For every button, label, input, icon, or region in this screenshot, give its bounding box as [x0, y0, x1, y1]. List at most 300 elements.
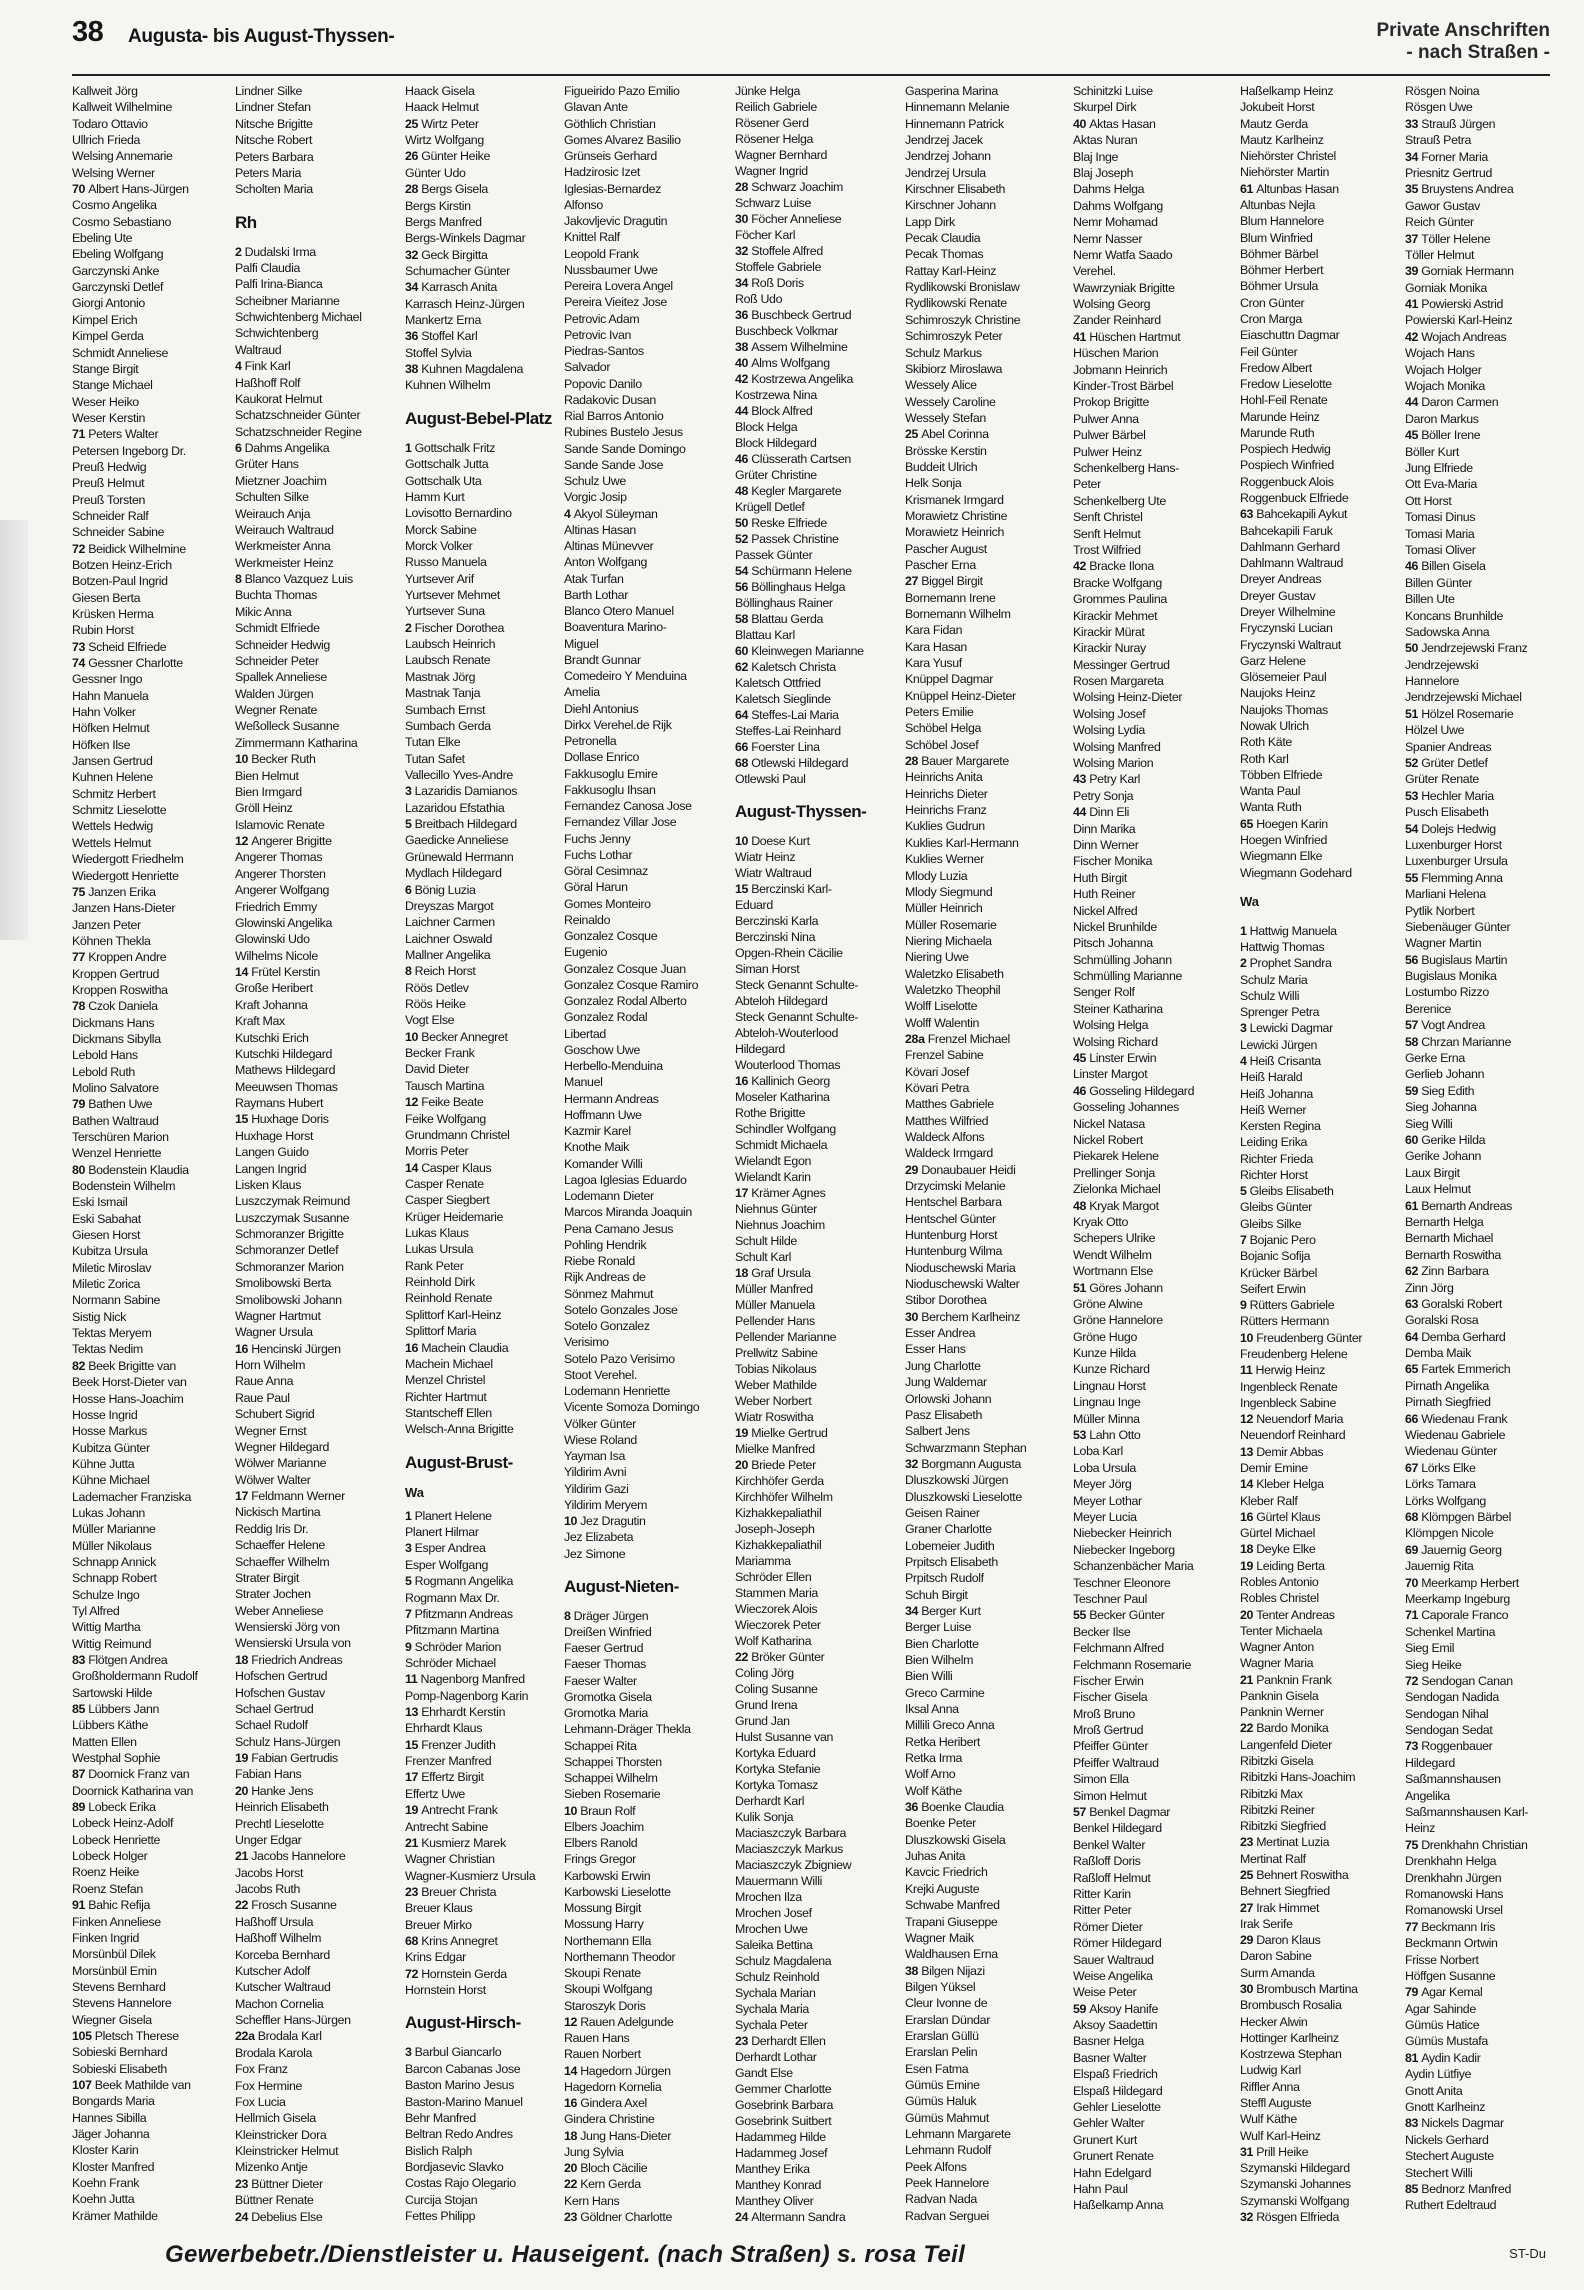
- resident-entry: Tektas Nedim: [72, 1342, 143, 1357]
- resident-entry: Nemr Watfa Saado: [1073, 247, 1173, 262]
- resident-entry: Lehmann-Dräger Thekla: [564, 1722, 691, 1737]
- resident-entry: Marcos Miranda Joaquin: [564, 1205, 692, 1220]
- resident-entry: Wagner Ingrid: [735, 164, 808, 178]
- resident-entry: Schimroszyk Peter: [905, 329, 1003, 344]
- resident-entry: Werkmeister Anna: [235, 539, 331, 554]
- resident-entry: Kutschki Hildegard: [235, 1046, 333, 1061]
- resident-entry: Jez Simone: [564, 1546, 626, 1561]
- resident-entry: 25 Wirtz Peter: [405, 116, 479, 131]
- resident-entry: 30 Berchem Karlheinz: [905, 1309, 1020, 1324]
- resident-entry: 64 Steffes-Lai Maria: [735, 708, 839, 722]
- resident-entry: Normann Sabine: [72, 1293, 161, 1308]
- resident-entry: Reinaldo: [564, 912, 611, 927]
- resident-entry: Elbers Ranold: [564, 1836, 638, 1851]
- resident-entry: Jäger Johanna: [72, 2126, 150, 2141]
- resident-entry: Krämer Mathilde: [72, 2208, 158, 2223]
- resident-entry: 85 Bednorz Manfred: [1405, 2182, 1511, 2196]
- resident-entry: Grund Irena: [735, 1697, 798, 1712]
- resident-entry: Wiatr Roswitha: [735, 1409, 814, 1424]
- footer-code: ST-Du: [1509, 2246, 1546, 2261]
- resident-entry: Pytlik Norbert: [1405, 903, 1475, 918]
- resident-entry: Mastnak Tanja: [405, 686, 481, 701]
- resident-entry: Luszczymak Susanne: [235, 1210, 350, 1225]
- resident-entry: Brösske Kerstin: [905, 443, 987, 458]
- resident-entry: Ritter Karin: [1073, 1886, 1131, 1901]
- resident-entry: Kersten Regina: [1240, 1119, 1321, 1134]
- resident-entry: Erarslan Dündar: [905, 2012, 990, 2027]
- resident-entry: Huth Birgit: [1073, 870, 1127, 885]
- resident-entry: Mautz Karlheinz: [1240, 132, 1324, 147]
- resident-entry: Berczinski Nina: [735, 929, 816, 944]
- resident-entry: Sauer Waltraud: [1073, 1952, 1154, 1967]
- resident-entry: Spanier Andreas: [1405, 739, 1492, 754]
- resident-entry: Lehmann Rudolf: [905, 2143, 992, 2158]
- resident-entry: Hoffmann Uwe: [564, 1107, 642, 1122]
- resident-entry: 56 Böllinghaus Helga: [735, 580, 846, 594]
- resident-entry: Schulz Maria: [1240, 972, 1308, 987]
- resident-entry: Kirchhöfer Wilhelm: [735, 1489, 833, 1504]
- resident-entry: 20 Briede Peter: [735, 1457, 816, 1472]
- resident-entry: Hagedorn Kornelia: [564, 2079, 662, 2094]
- resident-entry: Prokop Brigitte: [1073, 395, 1150, 410]
- resident-entry: Panknin Gisela: [1240, 1688, 1319, 1703]
- resident-entry: Retka Irma: [905, 1751, 963, 1766]
- resident-entry: Nickel Natasa: [1073, 1116, 1145, 1131]
- resident-entry: Siman Horst: [735, 961, 800, 976]
- street-heading: August-Thyssen-: [735, 801, 867, 821]
- resident-entry: 32 Borgmann Augusta: [905, 1456, 1021, 1471]
- resident-entry: Aktas Nuran: [1073, 133, 1138, 148]
- resident-entry: Mlody Luzia: [905, 868, 968, 883]
- resident-entry: Irak Serife: [1240, 1916, 1293, 1931]
- resident-entry: Lindner Silke: [235, 84, 303, 98]
- resident-entry: Antrecht Sabine: [405, 1819, 488, 1834]
- resident-entry: Lewicki Jürgen: [1240, 1037, 1318, 1052]
- resident-entry: Schubert Sigrid: [235, 1407, 315, 1422]
- resident-entry: Lehmann Margarete: [905, 2126, 1011, 2141]
- resident-entry: Rösgen Uwe: [1405, 100, 1473, 115]
- resident-entry: Powierski Karl-Heinz: [1405, 313, 1513, 328]
- resident-entry: Karrasch Heinz-Jürgen: [405, 296, 525, 311]
- resident-entry: Hentschel Günter: [905, 1211, 996, 1226]
- resident-entry: Jacobs Horst: [235, 1865, 304, 1880]
- resident-entry: Feil Günter: [1240, 344, 1298, 359]
- resident-entry: Göral Harun: [564, 880, 628, 895]
- resident-entry: Skoupi Renate: [564, 1966, 641, 1981]
- resident-entry: 10 Doese Kurt: [735, 833, 810, 848]
- resident-entry: Leopold Frank: [564, 246, 639, 261]
- resident-entry: Hadammeg Josef: [735, 2145, 828, 2160]
- resident-entry: Kövari Petra: [905, 1080, 969, 1095]
- resident-entry: Waltraud: [235, 342, 282, 357]
- resident-entry: Schulz Markus: [905, 345, 982, 360]
- resident-entry: Weser Kerstin: [72, 410, 146, 425]
- resident-entry: Marunde Ruth: [1240, 425, 1315, 440]
- resident-entry: Bordjasevic Slavko: [405, 2159, 504, 2174]
- resident-entry: Müller Marianne: [72, 1522, 156, 1537]
- resident-entry: Kinder-Trost Bärbel: [1073, 379, 1174, 394]
- resident-entry: Dluszkowski Lieselotte: [905, 1489, 1022, 1504]
- resident-entry: Lobeck Henriette: [72, 1832, 161, 1847]
- resident-entry: Piedras-Santos: [564, 344, 644, 358]
- resident-entry: Wiedenau Günter: [1405, 1444, 1497, 1459]
- resident-entry: Richter Hartmut: [405, 1389, 487, 1404]
- resident-entry: Lovisotto Bernardino: [405, 506, 512, 521]
- resident-entry: Kizhakkepaliathil: [735, 1505, 822, 1520]
- resident-entry: 83 Nickels Dagmar: [1405, 2116, 1504, 2131]
- resident-entry: Bien Irmgard: [235, 784, 302, 799]
- resident-entry: Raymans Hubert: [235, 1096, 324, 1111]
- resident-entry: Mikic Anna: [235, 604, 292, 619]
- resident-entry: Ruthert Edeltraud: [1405, 2198, 1497, 2213]
- resident-entry: Pereira Lovera Angel: [564, 279, 673, 293]
- resident-entry: Hattwig Thomas: [1240, 939, 1325, 954]
- resident-entry: Rial Barros Antonio: [564, 409, 664, 423]
- resident-entry: Popovic Danilo: [564, 376, 642, 391]
- resident-entry: Schröder Michael: [405, 1655, 496, 1670]
- resident-entry: Faeser Thomas: [564, 1657, 646, 1672]
- resident-entry: 15 Huxhage Doris: [235, 1112, 329, 1127]
- resident-entry: Sadowska Anna: [1405, 624, 1490, 639]
- resident-entry: Fakkusoglu Ihsan: [564, 782, 656, 797]
- resident-entry: Schenkelberg Hans-: [1073, 460, 1179, 475]
- resident-entry: Hannes Sibilla: [72, 2110, 147, 2125]
- resident-entry: Krismanek Irmgard: [905, 492, 1004, 507]
- resident-entry: Skoupi Wolfgang: [564, 1982, 653, 1997]
- resident-entry: Wessely Stefan: [905, 410, 986, 425]
- resident-entry: Koehn Jutta: [72, 2192, 135, 2207]
- resident-entry: Heiß Werner: [1240, 1102, 1307, 1117]
- resident-entry: 23 Göldner Charlotte: [564, 2209, 673, 2224]
- resident-entry: Knittel Ralf: [564, 230, 620, 245]
- resident-entry: Morck Volker: [405, 538, 473, 553]
- resident-entry: Kuklies Werner: [905, 852, 984, 867]
- resident-entry: Kaletsch Sieglinde: [735, 692, 831, 706]
- resident-entry: Yurtsever Suna: [405, 604, 485, 619]
- resident-entry: Waldeck Irmgard: [905, 1146, 993, 1161]
- resident-entry: Wiedenau Gabriele: [1405, 1428, 1506, 1443]
- resident-entry: Bernarth Roswitha: [1405, 1247, 1501, 1262]
- resident-entry: Laux Helmut: [1405, 1182, 1471, 1197]
- resident-entry: Bislich Ralph: [405, 2143, 473, 2158]
- resident-entry: Fredow Lieselotte: [1240, 377, 1332, 392]
- resident-entry: Schwichtenberg: [235, 326, 319, 341]
- resident-entry: Fettes Philipp: [405, 2209, 476, 2224]
- resident-entry: Gromotka Maria: [564, 1706, 648, 1721]
- resident-entry: Eiaschuttn Dagmar: [1240, 328, 1340, 343]
- resident-entry: 19 Fabian Gertrudis: [235, 1751, 338, 1766]
- resident-entry: Nickels Gerhard: [1405, 2132, 1489, 2147]
- resident-entry: Esper Wolfgang: [405, 1557, 489, 1572]
- resident-entry: Buschbeck Volkmar: [735, 324, 838, 338]
- resident-entry: 9 Rütters Gabriele: [1240, 1298, 1335, 1313]
- resident-entry: 32 Geck Birgitta: [405, 247, 488, 262]
- resident-entry: Ludwig Karl: [1240, 2063, 1301, 2078]
- resident-entry: 57 Benkel Dagmar: [1073, 1805, 1171, 1820]
- resident-entry: Sieben Rosemarie: [564, 1787, 661, 1802]
- resident-entry: 38 Bilgen Nijazi: [905, 1963, 985, 1978]
- resident-entry: Hentschel Barbara: [905, 1195, 1002, 1210]
- resident-entry: Laichner Oswald: [405, 931, 493, 946]
- resident-entry: Haßelkamp Heinz: [1240, 84, 1334, 98]
- resident-entry: Kühne Michael: [72, 1473, 150, 1488]
- resident-entry: Horn Wilhelm: [235, 1358, 306, 1373]
- resident-entry: Pulwer Anna: [1073, 411, 1139, 426]
- resident-entry: Petronella: [564, 734, 617, 748]
- resident-entry: 3 Lewicki Dagmar: [1240, 1021, 1333, 1036]
- resident-entry: Moseler Katharina: [735, 1089, 830, 1104]
- resident-entry: Koncans Brunhilde: [1405, 608, 1504, 623]
- resident-entry: Kizhakkepaliathil: [735, 1537, 822, 1552]
- resident-entry: Riffler Anna: [1240, 2079, 1300, 2094]
- resident-entry: 56 Bugislaus Martin: [1405, 952, 1508, 967]
- resident-entry: Jendrzejewski: [1405, 657, 1479, 672]
- resident-entry: 59 Sieg Edith: [1405, 1083, 1475, 1098]
- resident-entry: 20 Bloch Cäcilie: [564, 2161, 648, 2176]
- resident-entry: 31 Prill Heike: [1240, 2144, 1309, 2159]
- resident-entry: Salbert Jens: [905, 1424, 970, 1439]
- resident-entry: 25 Abel Corinna: [905, 427, 989, 442]
- resident-entry: Hosse Markus: [72, 1424, 147, 1439]
- resident-entry: Frings Gregor: [564, 1852, 636, 1867]
- resident-entry: 16 Hencinski Jürgen: [235, 1341, 341, 1356]
- resident-entry: Müller Minna: [1073, 1411, 1140, 1426]
- resident-entry: Heinrichs Dieter: [905, 786, 988, 801]
- resident-entry: Kaletsch Ottfried: [735, 676, 821, 690]
- resident-entry: Pascher August: [905, 541, 987, 556]
- resident-entry: Sönmez Mahmut: [564, 1286, 654, 1301]
- resident-entry: Schindler Wolfgang: [735, 1121, 836, 1136]
- resident-entry: 18 Friedrich Andreas: [235, 1652, 343, 1667]
- resident-entry: Karbowski Lieselotte: [564, 1884, 671, 1899]
- resident-entry: 44 Dinn Eli: [1073, 805, 1130, 820]
- resident-entry: Senger Rolf: [1073, 985, 1135, 1000]
- resident-entry: Janzen Peter: [72, 917, 141, 932]
- resident-entry: Mrochen Uwe: [735, 1921, 808, 1936]
- resident-entry: 83 Flötgen Andrea: [72, 1653, 168, 1667]
- resident-entry: Schulten Silke: [235, 490, 309, 505]
- resident-entry: Nickisch Martina: [235, 1505, 321, 1520]
- resident-entry: Verehel.: [1073, 264, 1116, 279]
- resident-entry: 9 Schröder Marion: [405, 1639, 501, 1654]
- resident-entry: Gümüs Haluk: [905, 2094, 977, 2109]
- resident-entry: Schimroszyk Christine: [905, 312, 1021, 327]
- resident-entry: Barcon Cabanas Jose: [405, 2061, 521, 2076]
- resident-entry: Schmitz Lieselotte: [72, 803, 167, 818]
- resident-entry: Zielonka Michael: [1073, 1182, 1161, 1197]
- resident-entry: 70 Albert Hans-Jürgen: [72, 182, 189, 197]
- resident-entry: Weirauch Anja: [235, 506, 311, 521]
- resident-entry: Kirackir Mürat: [1073, 624, 1145, 639]
- resident-entry: Hüschen Marion: [1073, 346, 1159, 361]
- resident-entry: Becker Ilse: [1073, 1624, 1131, 1639]
- resident-entry: 30 Föcher Anneliese: [735, 212, 842, 226]
- resident-entry: Kara Fidan: [905, 623, 963, 638]
- resident-entry: Haßhoff Rolf: [235, 375, 301, 390]
- resident-entry: Grünseis Gerhard: [564, 149, 657, 163]
- resident-entry: Pellender Marianne: [735, 1329, 837, 1344]
- resident-entry: Dreyer Wilhelmine: [1240, 605, 1336, 619]
- resident-entry: Angelika: [1405, 1788, 1450, 1803]
- resident-entry: Bernarth Michael: [1405, 1231, 1494, 1246]
- resident-entry: Roggenbuck Elfriede: [1240, 491, 1349, 506]
- resident-entry: Glavan Ante: [564, 100, 628, 115]
- resident-entry: 17 Krämer Agnes: [735, 1185, 826, 1200]
- resident-entry: 46 Gosseling Hildegard: [1073, 1083, 1195, 1098]
- resident-entry: 24 Altermann Sandra: [735, 2209, 846, 2224]
- resident-entry: Juhas Anita: [905, 1849, 966, 1864]
- resident-entry: Großholdermann Rudolf: [72, 1669, 198, 1684]
- resident-entry: Waldeck Alfons: [905, 1130, 985, 1144]
- resident-entry: 52 Passek Christine: [735, 532, 839, 546]
- resident-entry: 4 Heiß Crisanta: [1240, 1053, 1321, 1068]
- resident-entry: Schult Hilde: [735, 1233, 797, 1248]
- resident-entry: 36 Boenke Claudia: [905, 1800, 1004, 1815]
- resident-entry: 22 Kern Gerda: [564, 2177, 641, 2192]
- resident-entry: 21 Kusmierz Marek: [405, 1835, 506, 1850]
- resident-entry: Gümüs Emine: [905, 2077, 980, 2092]
- resident-entry: Angerer Thorsten: [235, 866, 326, 881]
- resident-entry: Gottschalk Jutta: [405, 457, 489, 472]
- resident-entry: Wieczorek Peter: [735, 1617, 821, 1632]
- resident-entry: Mrochen Josef: [735, 1905, 812, 1920]
- resident-entry: Billen Günter: [1405, 575, 1473, 590]
- resident-entry: Pulwer Heinz: [1073, 444, 1142, 459]
- resident-entry: Priesnitz Gertrud: [1405, 165, 1493, 180]
- resident-entry: Teschner Eleonore: [1073, 1575, 1171, 1590]
- resident-entry: 23 Büttner Dieter: [235, 2176, 323, 2191]
- resident-entry: Haack Gisela: [405, 84, 475, 98]
- resident-entry: Dinn Werner: [1073, 837, 1139, 852]
- resident-entry: Kimpel Gerda: [72, 329, 144, 344]
- resident-entry: Eski Ismail: [72, 1195, 128, 1210]
- resident-entry: Schumacher Günter: [405, 263, 510, 278]
- resident-entry: Wulf Käthe: [1240, 2112, 1297, 2127]
- resident-entry: Pitsch Johanna: [1073, 936, 1153, 951]
- resident-entry: Jakovljevic Dragutin: [564, 214, 668, 228]
- resident-entry: Kavcic Friedrich: [905, 1865, 988, 1880]
- resident-entry: Ott Horst: [1405, 493, 1452, 508]
- resident-entry: Lörks Wolfgang: [1405, 1493, 1486, 1508]
- resident-entry: 36 Stoffel Karl: [405, 329, 478, 344]
- resident-entry: Dreyer Gustav: [1240, 588, 1316, 603]
- resident-entry: Luxenburger Horst: [1405, 837, 1502, 852]
- column-5: [735, 83, 897, 2225]
- resident-entry: Wilhelms Nicole: [235, 948, 318, 963]
- resident-entry: Höffgen Susanne: [1405, 1968, 1496, 1983]
- resident-entry: Wieczorek Alois: [735, 1601, 818, 1616]
- resident-entry: Sumbach Gerda: [405, 718, 491, 733]
- resident-entry: Greco Carmine: [905, 1685, 985, 1700]
- resident-entry: Benkel Hildegard: [1073, 1821, 1162, 1836]
- resident-entry: Pospiech Hedwig: [1240, 442, 1331, 457]
- resident-entry: Nioduschewski Maria: [905, 1260, 1016, 1275]
- resident-entry: 51 Göres Johann: [1073, 1280, 1163, 1295]
- resident-entry: Höfken Ilse: [72, 737, 131, 752]
- resident-entry: Mizenko Antje: [235, 2160, 308, 2175]
- resident-entry: Petrovic Ivan: [564, 327, 632, 342]
- resident-entry: Unger Edgar: [235, 1832, 302, 1847]
- resident-entry: 61 Bernarth Andreas: [1405, 1198, 1513, 1213]
- resident-entry: Wettels Helmut: [72, 835, 151, 850]
- resident-entry: Schwichtenberg Michael: [235, 310, 362, 325]
- resident-entry: Gröne Hannelore: [1073, 1313, 1163, 1328]
- resident-entry: Splittorf Karl-Heinz: [405, 1307, 502, 1322]
- resident-entry: Köhnen Thekla: [72, 933, 151, 948]
- resident-entry: Brombusch Rosalia: [1240, 1998, 1342, 2013]
- resident-entry: Fryczynski Waltraut: [1240, 637, 1341, 652]
- resident-entry: Böhmer Ursula: [1240, 279, 1319, 294]
- resident-entry: Pfeiffer Waltraud: [1073, 1755, 1159, 1770]
- resident-entry: Ribitzki Hans-Joachim: [1240, 1770, 1356, 1785]
- resident-entry: Preuß Hedwig: [72, 459, 147, 474]
- resident-entry: Mydlach Hildegard: [405, 866, 502, 881]
- resident-entry: Dickmans Sibylla: [72, 1031, 161, 1046]
- resident-entry: Sieg Johanna: [1405, 1100, 1477, 1115]
- resident-entry: Pusch Elisabeth: [1405, 805, 1489, 820]
- resident-entry: Marliani Helena: [1405, 887, 1486, 902]
- resident-entry: 23 Derhardt Ellen: [735, 2033, 826, 2048]
- resident-entry: 28 Bergs Gisela: [405, 182, 488, 197]
- resident-entry: Stechert Willi: [1405, 2165, 1473, 2180]
- resident-entry: Wouterlood Thomas: [735, 1057, 841, 1072]
- resident-entry: Laubsch Renate: [405, 653, 491, 668]
- resident-entry: Schulz Willi: [1240, 988, 1300, 1003]
- resident-entry: Dinn Marika: [1073, 821, 1136, 836]
- resident-entry: Jendrzejewski Michael: [1405, 690, 1522, 705]
- resident-entry: Bergs-Winkels Dagmar: [405, 231, 526, 246]
- spacer: [564, 1562, 726, 1568]
- resident-entry: Brandt Gunnar: [564, 652, 641, 667]
- resident-entry: Zinn Jörg: [1405, 1280, 1454, 1295]
- resident-entry: 57 Vogt Andrea: [1405, 1018, 1485, 1033]
- resident-entry: Saßmannshausen: [1405, 1772, 1501, 1787]
- resident-entry: Derhardt Karl: [735, 1793, 805, 1808]
- resident-entry: Gümüs Mustafa: [1405, 2034, 1488, 2049]
- resident-entry: Casper Renate: [405, 1176, 484, 1191]
- resident-entry: Senft Christel: [1073, 510, 1143, 525]
- resident-entry: Dreyszas Margot: [405, 898, 494, 913]
- resident-entry: 34 Roß Doris: [735, 276, 804, 290]
- resident-entry: Roggenbuck Alois: [1240, 474, 1334, 489]
- resident-entry: Robles Antonio: [1240, 1574, 1319, 1589]
- resident-entry: Pecak Thomas: [905, 247, 984, 262]
- resident-entry: Roenz Stefan: [72, 1881, 143, 1896]
- resident-entry: 34 Karrasch Anita: [405, 280, 497, 295]
- resident-entry: Dahlmann Waltraud: [1240, 556, 1344, 571]
- resident-entry: Beckmann Ortwin: [1405, 1936, 1498, 1951]
- resident-entry: 8 Blanco Vazquez Luis: [235, 572, 353, 587]
- resident-entry: Pasz Elisabeth: [905, 1407, 983, 1422]
- resident-entry: Goralski Rosa: [1405, 1313, 1479, 1328]
- resident-entry: Dirkx Verehel.de Rijk: [564, 717, 672, 732]
- resident-entry: 7 Bojanic Pero: [1240, 1233, 1316, 1248]
- resident-entry: 54 Schürmann Helene: [735, 564, 852, 578]
- resident-entry: Weber Anneliese: [235, 1603, 324, 1618]
- resident-entry: 12 Neuendorf Maria: [1240, 1412, 1344, 1427]
- resident-entry: Nickel Robert: [1073, 1133, 1143, 1147]
- resident-entry: Dreißen Winfried: [564, 1624, 652, 1639]
- resident-entry: Nussbaumer Uwe: [564, 262, 658, 277]
- resident-entry: Wendt Wilhelm: [1073, 1247, 1152, 1262]
- resident-entry: Luszczymak Reimund: [235, 1194, 350, 1209]
- resident-entry: Islamovic Renate: [235, 817, 325, 832]
- resident-entry: Morawietz Heinrich: [905, 525, 1005, 540]
- resident-entry: Stange Birgit: [72, 361, 139, 376]
- resident-entry: Kunze Richard: [1073, 1362, 1150, 1377]
- resident-entry: Wiegmann Elke: [1240, 849, 1323, 864]
- resident-entry: Tektas Meryem: [72, 1326, 152, 1341]
